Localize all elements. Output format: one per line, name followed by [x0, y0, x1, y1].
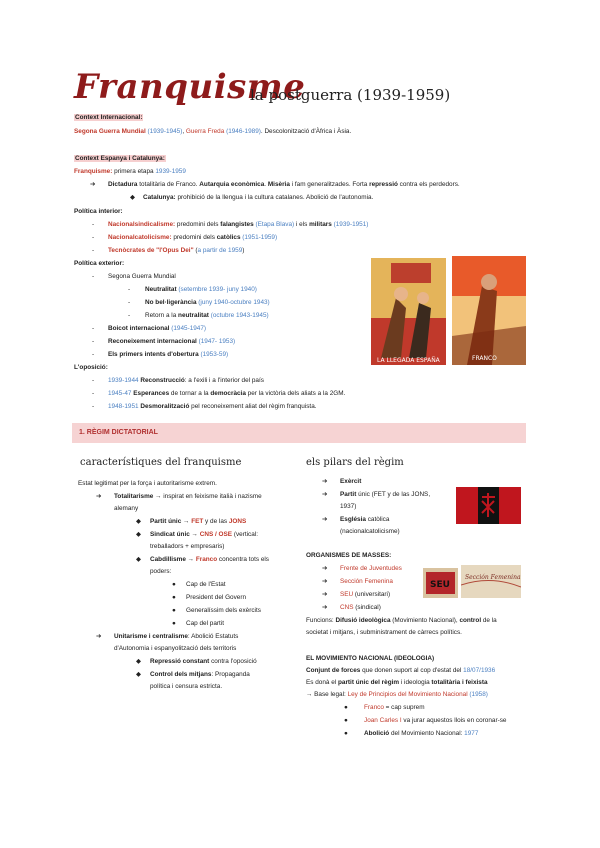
dash-icon: -	[92, 390, 95, 397]
dash-icon: -	[128, 299, 131, 306]
arrow-icon: ➔	[322, 516, 328, 523]
poder-item: Generalíssim dels exèrcits	[186, 607, 261, 614]
control-line: Control dels mitjans: Propaganda	[150, 671, 250, 678]
neutralitat-line: Neutralitat (setembre 1939- juny 1940)	[145, 286, 257, 293]
diamond-bullet-icon: ◆	[136, 671, 141, 678]
org-cns: CNS (sindical)	[340, 604, 381, 611]
tecnocrates-line: Tecnòcrates de "l'Opus Dei" (a partir de 1959)	[108, 247, 245, 254]
seccion-femenina-card-image	[461, 565, 521, 598]
dot-bullet-icon: ●	[172, 607, 176, 614]
nobel-line: No bel·ligerància (juny 1940-octubre 1943)	[145, 299, 270, 306]
mov-item-abolicio: Abolició del Movimiento Nacional: 1977	[364, 730, 479, 737]
op1-line: 1939-1944 Reconstrucció: a l'exili i a l'interior del país	[108, 377, 264, 384]
control-line-2: política i censura estricta.	[150, 683, 223, 690]
retorn-line: Retorn a la neutralitat (octubre 1943-1945)	[145, 312, 269, 319]
dash-icon: -	[92, 247, 95, 254]
funcions-line: Funcions: Difusió ideològica (Movimiento Nacional), control de la	[306, 617, 497, 624]
conjunt-line: Conjunt de forces que donen suport al cop d'estat del 18/07/1936	[306, 667, 496, 674]
poder-item: Cap del partit	[186, 620, 225, 627]
pol-int-heading: Política interior:	[74, 208, 123, 215]
section-banner: 1. RÈGIM DICTATORIAL	[72, 423, 526, 443]
svg-text:LA LLEGADA ESPAÑA: LA LLEGADA ESPAÑA	[377, 357, 440, 364]
arrow-icon: ➔	[96, 493, 102, 500]
sindicat-line: Sindicat únic → CNS / OSE (vertical:	[150, 531, 258, 538]
poder-item: President del Govern	[186, 594, 247, 601]
svg-text:Sección Femenina: Sección Femenina	[465, 574, 521, 581]
dot-bullet-icon: ●	[344, 717, 348, 724]
dash-icon: -	[128, 286, 131, 293]
pilar-exercit: Exèrcit	[340, 478, 362, 485]
svg-text:FRANCO: FRANCO	[472, 355, 497, 362]
pilar-esglesia: Església catòlica	[340, 516, 390, 523]
org-seu: SEU (universitari)	[340, 591, 391, 598]
svg-text:SEU: SEU	[430, 580, 450, 590]
propaganda-poster-1	[371, 258, 446, 365]
cabdillisme-line: Cabdillisme → Franco concentra tots els	[150, 556, 270, 563]
franquisme-line: Franquisme: primera etapa 1939-1959	[74, 168, 186, 175]
arrow-icon: ➔	[96, 633, 102, 640]
poder-item: Cap de l'Estat	[186, 581, 226, 588]
arrow-icon: ➔	[322, 491, 328, 498]
arrow-icon: ➔	[322, 565, 328, 572]
boicot-line: Boicot internacional (1945-1947)	[108, 325, 207, 332]
pilar-partit-2: 1937)	[340, 503, 357, 510]
dictadura-line: Dictadura totalitària de Franco. Autarquia econòmica. Misèria i fam generalitzades. Forta repressió contra els perdedors.	[108, 181, 460, 188]
left-column-heading: característiques del franquisme	[80, 457, 242, 468]
falange-flag-image	[456, 487, 521, 524]
dot-bullet-icon: ●	[344, 730, 348, 737]
arrow-icon: ➔	[322, 578, 328, 585]
dash-icon: -	[92, 403, 95, 410]
primers-line: Els primers intents d'obertura (1953-59)	[108, 351, 229, 358]
dash-icon: -	[92, 377, 95, 384]
org-frente: Frente de Juventudes	[340, 565, 402, 572]
sindicat-line-2: treballadors + empresaris)	[150, 543, 225, 550]
dot-bullet-icon: ●	[172, 620, 176, 627]
mov-item-joan-carles: Joan Carles I va jurar aquestos llois en coronar-se	[364, 717, 507, 724]
dash-icon: -	[92, 325, 95, 332]
dot-bullet-icon: ●	[172, 594, 176, 601]
funcions-line-2: societat i mitjans, i subministrament de càrrecs polítics.	[306, 629, 462, 636]
dash-icon: -	[92, 273, 95, 280]
organismes-heading: ORGANISMES DE MASSES:	[306, 552, 392, 559]
estat-line: Estat legitimat per la força i autoritarisme extrem.	[78, 480, 217, 487]
diamond-bullet-icon: ◆	[136, 531, 141, 538]
dash-icon: -	[92, 221, 95, 228]
catalunya-line: Catalunya: prohibició de la llengua i la cultura catalanes. Abolició de l'autonomia.	[143, 194, 374, 201]
dash-icon: -	[92, 338, 95, 345]
pol-ext-heading: Política exterior:	[74, 260, 125, 267]
dash-icon: -	[128, 312, 131, 319]
dot-bullet-icon: ●	[344, 704, 348, 711]
nac-sind-line: Nacionalsindicalisme: predomini dels falangistes (Etapa Blava) i els militars (1939-1951)	[108, 221, 369, 228]
recon-line: Reconeixement internacional (1947- 1953)	[108, 338, 236, 345]
page-subtitle: la postguerra (1939-1959)	[250, 86, 451, 104]
dot-bullet-icon: ●	[172, 581, 176, 588]
pilar-esglesia-2: (nacionalcatolicisme)	[340, 528, 400, 535]
op3-line: 1948-1951 Desmoralització pel reconeixement aliat del règim franquista.	[108, 403, 317, 410]
org-seccion: Sección Femenina	[340, 578, 393, 585]
arrow-icon: ➔	[322, 604, 328, 611]
seu-card-image	[423, 568, 458, 598]
op2-line: 1945-47 Esperances de tornar a la democràcia per la victòria dels aliats a la 2GM.	[108, 390, 346, 397]
partit-unic-line: Partit únic → FET y de las JONS	[150, 518, 247, 525]
page-title: Franquisme	[74, 67, 306, 107]
arrow-icon: ➔	[90, 181, 96, 188]
context-int-heading: Context Internacional:	[75, 114, 143, 121]
totalitarisme-line: Totalitarisme → inspirat en feixisme italià i nazisme	[114, 493, 262, 500]
totalitarisme-line-2: alemany	[114, 505, 139, 512]
base-legal-line: → Base legal: Ley de Principios del Movimiento Nacional (1958)	[306, 691, 488, 698]
diamond-bullet-icon: ◆	[136, 658, 141, 665]
diamond-bullet-icon: ◆	[136, 556, 141, 563]
repressio-line: Repressió constant contra l'oposició	[150, 658, 257, 665]
arrow-icon: ➔	[322, 478, 328, 485]
diamond-bullet-icon: ◆	[130, 194, 135, 201]
nac-cat-line: Nacionalcatolicisme: predomini dels catòlics (1951-1959)	[108, 234, 278, 241]
unitarisme-line: Unitarisme i centralisme: Abolició Estatuts	[114, 633, 239, 640]
cabdillisme-line-2: poders:	[150, 568, 172, 575]
propaganda-poster-2	[452, 256, 526, 365]
dash-icon: -	[92, 234, 95, 241]
esdeve-line: Es donà el partit únic del règim i ideologia totalitària i feixista	[306, 679, 488, 686]
dash-icon: -	[92, 351, 95, 358]
unitarisme-line-2: d'Autonomia i espanyolització dels territoris	[114, 645, 237, 652]
movimiento-heading: EL MOVIMIENTO NACIONAL (IDEOLOGIA)	[306, 655, 435, 662]
pilar-partit: Partit únic (FET y de las JONS,	[340, 491, 431, 498]
sgm-line: Segona Guerra Mundial	[108, 273, 176, 280]
context-esp-heading: Context Espanya i Catalunya:	[75, 155, 165, 162]
arrow-icon: ➔	[322, 591, 328, 598]
context-int-text: Segona Guerra Mundial (1939-1945), Guerra Freda (1946-1989). Descolonització d'Àfrica i Àsia.	[74, 128, 352, 135]
mov-item-franco: Franco = cap suprem	[364, 704, 425, 711]
diamond-bullet-icon: ◆	[136, 518, 141, 525]
oposicio-heading: L'oposició:	[74, 364, 108, 371]
right-column-heading: els pilars del règim	[306, 457, 404, 468]
